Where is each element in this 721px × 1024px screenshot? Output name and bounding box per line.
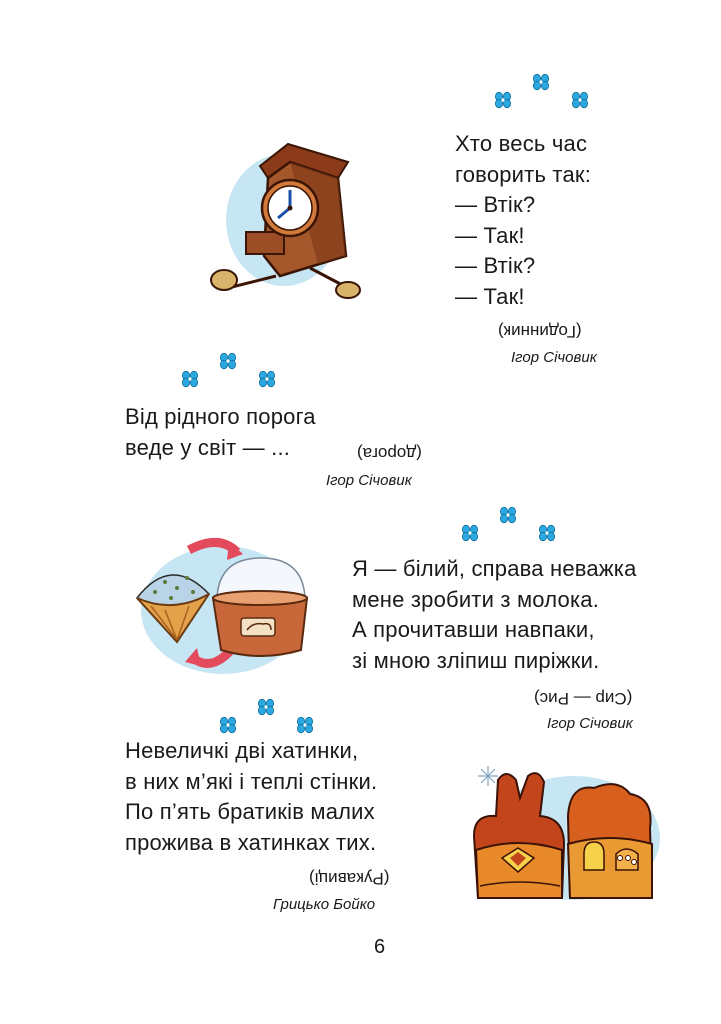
riddle-author: Ігор Січовик [326, 472, 412, 489]
riddle-answer: (Рукавиці) [309, 869, 390, 888]
riddle-answer-wrap [498, 321, 582, 341]
flower-icon [258, 370, 276, 388]
page-number: 6 [374, 936, 386, 958]
riddle-text [125, 736, 377, 858]
flower-icon [532, 73, 550, 91]
riddle-line: — Втік? [455, 253, 536, 278]
riddle-line: — Втік? [455, 192, 536, 217]
riddle-answer: (Годинник) [498, 322, 582, 341]
riddle-line: мене зробити з молока. [352, 586, 600, 612]
flower-icon [571, 91, 589, 109]
riddle-line: — Так! [455, 222, 525, 248]
riddle-text [352, 554, 637, 676]
riddle-author: Грицько Бойко [273, 896, 376, 913]
riddle-text [455, 129, 591, 312]
riddle-line: Від рідного порога [125, 404, 316, 429]
riddle-line: прожива в хатинках тих. [125, 829, 377, 855]
riddle-answer-wrap [534, 688, 632, 708]
riddle-answer: (дорога) [357, 444, 422, 463]
riddle-line: в них м’які і теплі стінки. [125, 768, 378, 794]
flower-icon [538, 524, 556, 542]
riddle-line: Я — білий, справа неважка [352, 556, 637, 581]
flower-icon [219, 716, 237, 734]
flower-icon [219, 352, 237, 370]
flower-icon [461, 524, 479, 542]
riddle-answer-wrap [357, 443, 422, 463]
riddle-author: Ігор Січовик [511, 349, 597, 366]
riddle-line: говорить так: [455, 161, 592, 187]
riddle-line: — Так! [455, 283, 525, 309]
mittens-illustration [466, 758, 666, 908]
riddle-answer-wrap [309, 868, 389, 888]
riddle-line: По п’ять братиків малих [125, 799, 375, 824]
rice-and-cheese-illustration [131, 532, 311, 682]
flower-icon [296, 716, 314, 734]
riddle-line: Невеличкі дві хатинки, [125, 738, 359, 763]
riddle-line: зі мною зліпиш пиріжки. [352, 647, 600, 673]
flower-icon [499, 506, 517, 524]
riddle-line: веде у світ — ... [125, 434, 291, 460]
riddle-line: Хто весь час [455, 131, 588, 156]
riddle-text [125, 402, 316, 463]
riddle-author: Ігор Січовик [547, 715, 633, 732]
cuckoo-clock-illustration [198, 136, 363, 304]
riddle-line: А прочитавши навпаки, [352, 617, 595, 642]
flower-icon [494, 91, 512, 109]
riddle-answer: (Сир — Рис) [534, 689, 633, 708]
flower-icon [257, 698, 275, 716]
flower-icon [181, 370, 199, 388]
